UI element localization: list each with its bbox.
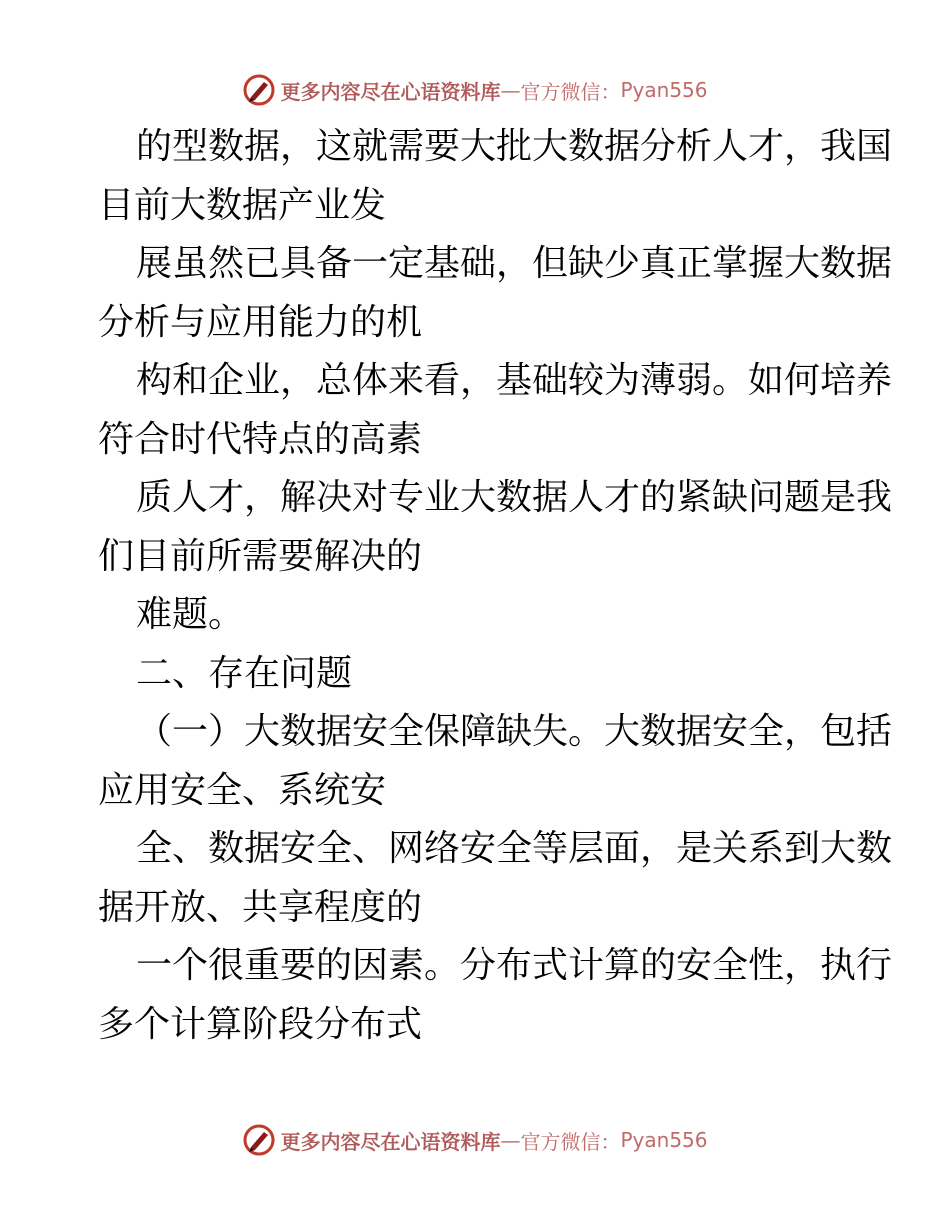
pen-logo-icon bbox=[242, 1123, 276, 1157]
text-line: 全、数据安全、网络安全等层面，是关系到大数 bbox=[136, 828, 893, 869]
footer-banner bbox=[0, 1120, 950, 1160]
pen-logo-icon bbox=[242, 73, 276, 107]
text-line: 展虽然已具备一定基础，但缺少真正掌握大数据 bbox=[136, 243, 893, 284]
header-wechat-label: 官方微信： bbox=[520, 79, 621, 104]
text-line: 分析与应用能力的机 bbox=[98, 301, 423, 343]
header-brand: 更多内容尽在心语资料库 bbox=[280, 79, 501, 104]
header-banner bbox=[0, 70, 950, 110]
text-line: 质人才，解决对专业大数据人才的紧缺问题是我 bbox=[136, 477, 893, 518]
document-body bbox=[98, 118, 893, 1054]
footer-wechat-id: Pyan556 bbox=[620, 1128, 708, 1152]
text-line: 们目前所需要解决的 bbox=[98, 535, 423, 577]
text-line: 据开放、共享程度的 bbox=[98, 886, 423, 928]
text-line: 难题。 bbox=[136, 594, 245, 635]
footer-separator: — bbox=[500, 1128, 521, 1152]
text-line: 目前大数据产业发 bbox=[98, 184, 387, 226]
footer-brand: 更多内容尽在心语资料库 bbox=[280, 1129, 501, 1154]
header-separator: — bbox=[500, 78, 521, 102]
footer-wechat-label: 官方微信： bbox=[520, 1129, 621, 1154]
text-line: 一个很重要的因素。分布式计算的安全性，执行 bbox=[136, 945, 893, 986]
text-line: 符合时代特点的高素 bbox=[98, 418, 423, 460]
header-wechat-id: Pyan556 bbox=[620, 78, 708, 102]
text-line: 构和企业，总体来看，基础较为薄弱。如何培养 bbox=[136, 360, 893, 401]
text-line: 多个计算阶段分布式 bbox=[98, 1003, 423, 1045]
text-line: 二、存在问题 bbox=[136, 652, 353, 694]
text-line: （一）大数据安全保障缺失。大数据安全，包括 bbox=[136, 711, 893, 752]
text-line: 的型数据，这就需要大批大数据分析人才，我国 bbox=[136, 126, 893, 167]
text-line: 应用安全、系统安 bbox=[98, 769, 387, 811]
